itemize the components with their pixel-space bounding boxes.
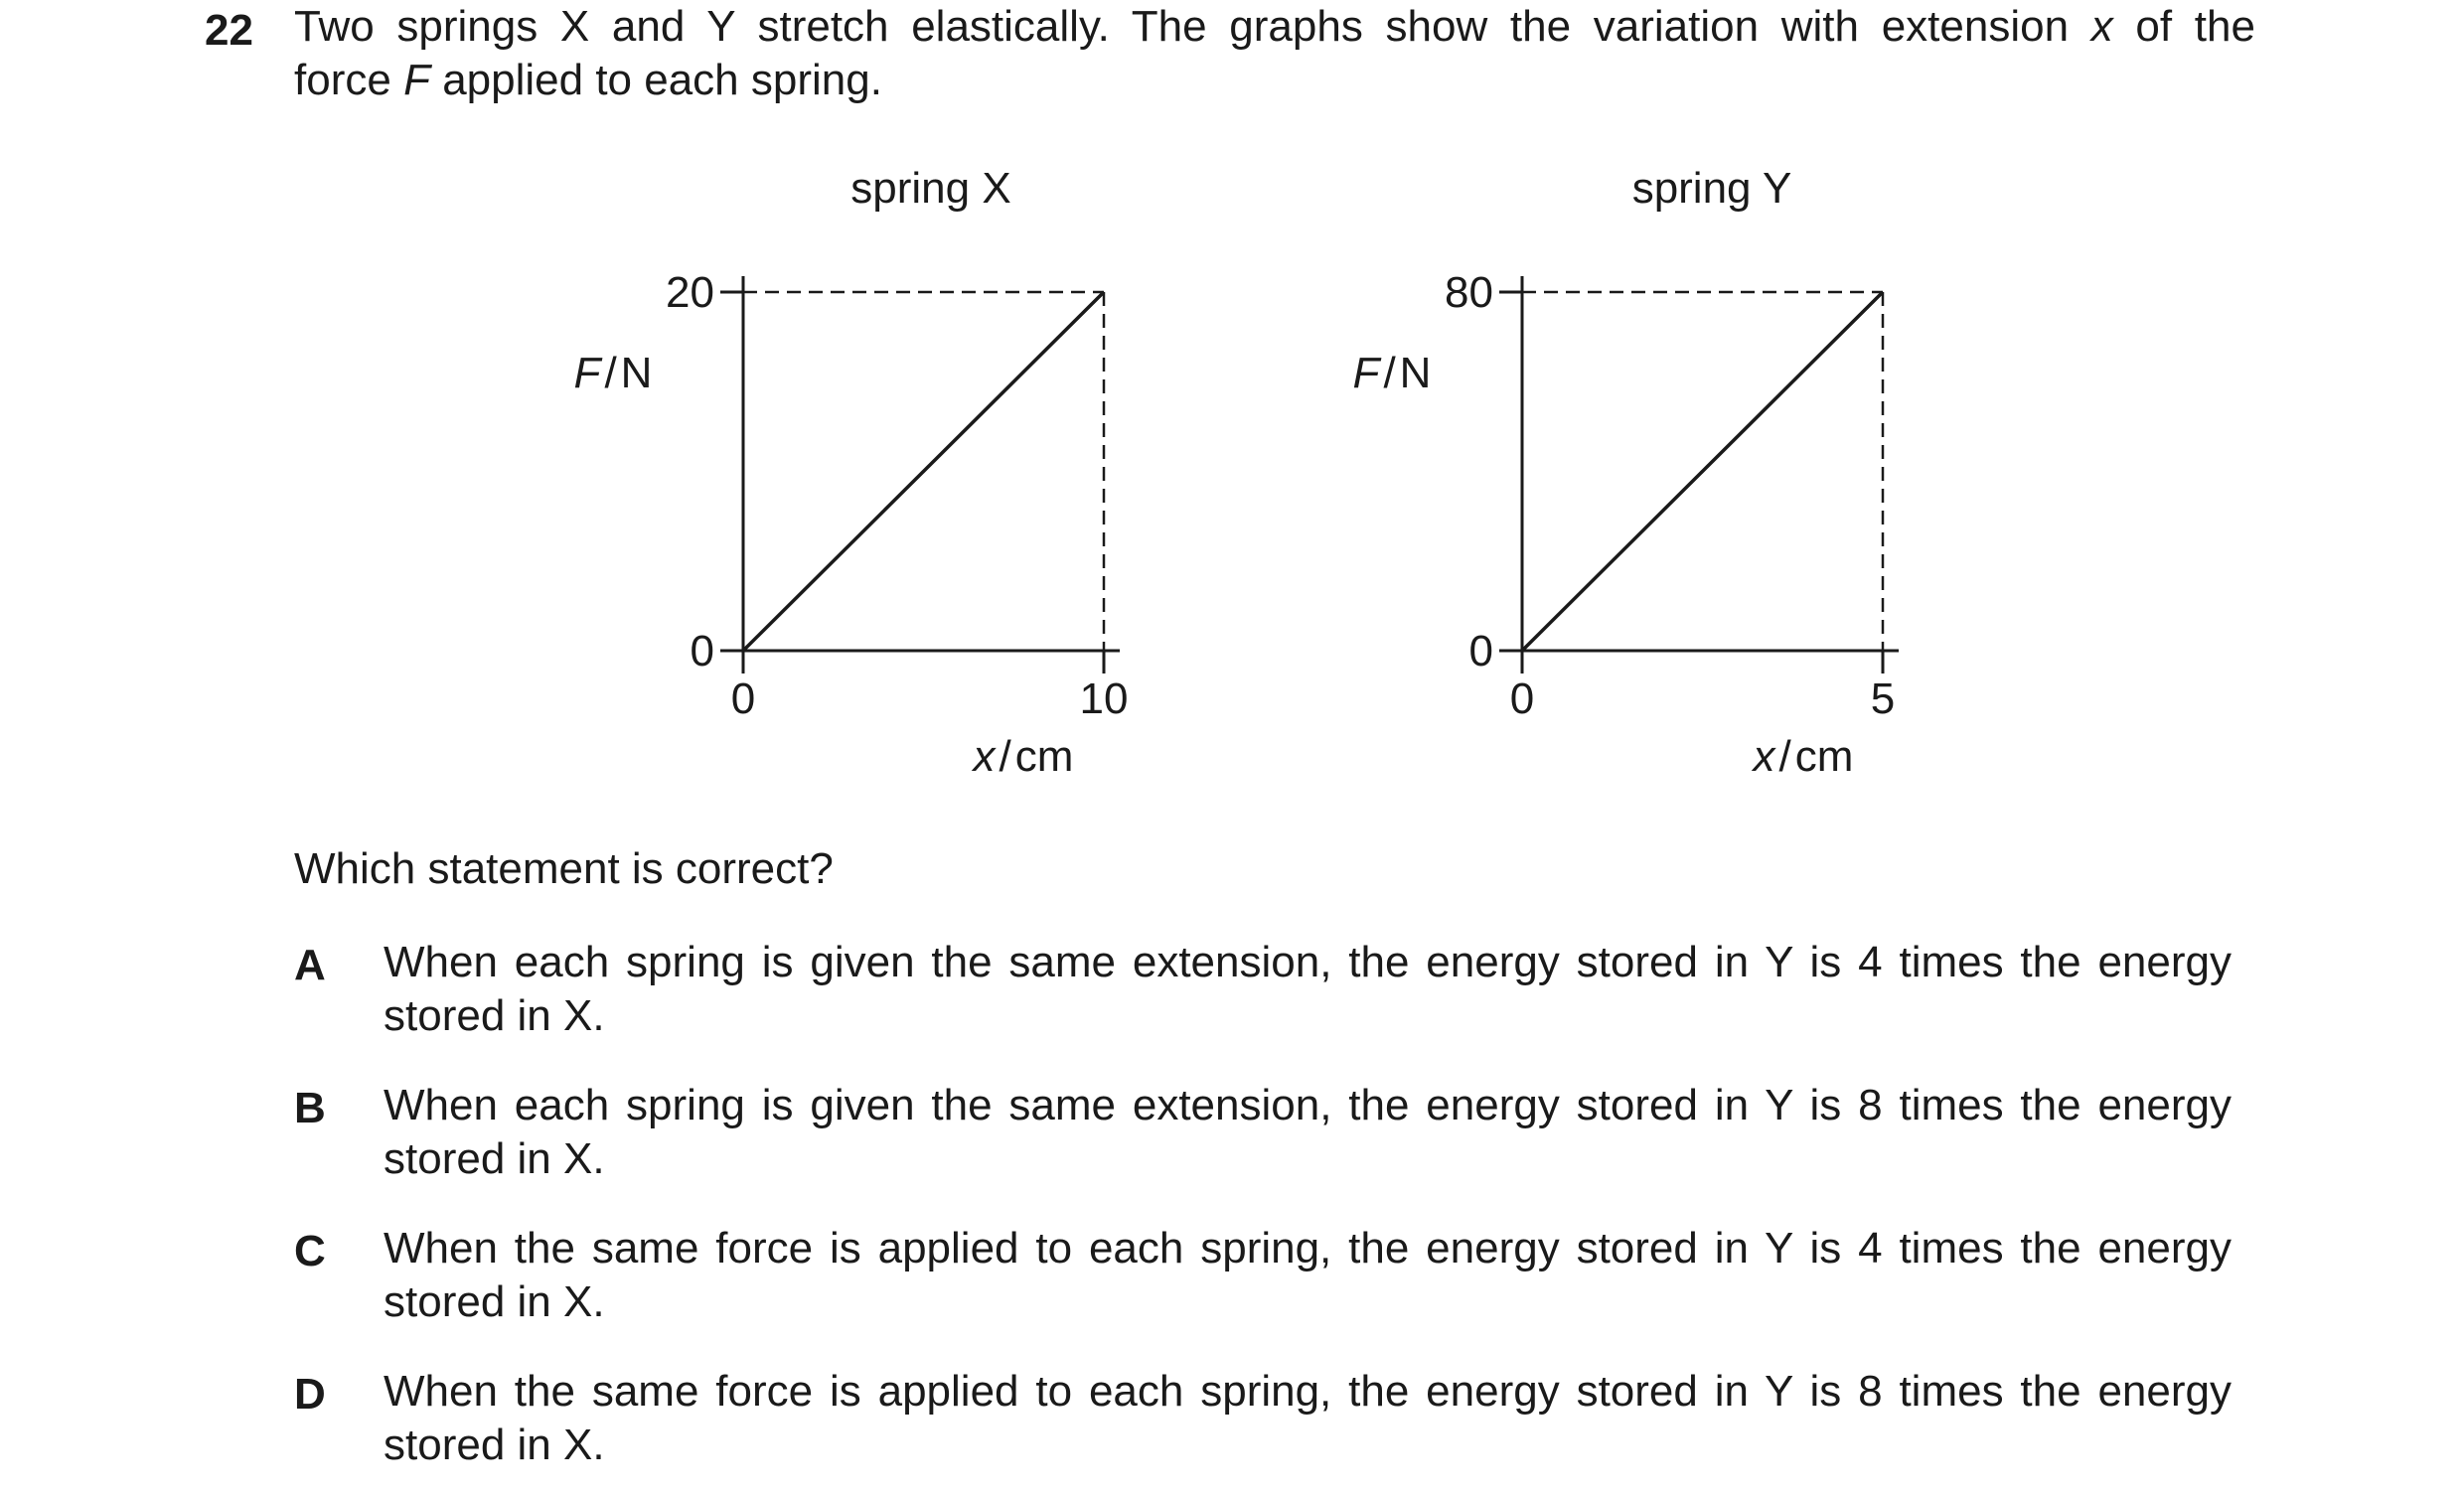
graph-y-ytick-label-top: 80 [1445,268,1493,317]
option-b-line-2: stored in X. [384,1134,605,1183]
graph-x-xlabel-unit: cm [1014,732,1074,781]
option-b-line-1: When each spring is given the same extension, the energy stored in Y is 8 times the energy [384,1081,2232,1129]
question-line-1-end: of the [2135,2,2255,51]
graph-x-ytick-label-zero: 0 [690,627,714,675]
graph-x-xtick-label-end: 10 [1079,674,1129,723]
graph-x-ylabel-var: F [573,349,601,397]
option-a-line-2: stored in X. [384,991,605,1040]
graph-y-ytick-label-zero: 0 [1468,627,1493,675]
option-c-letter: C [294,1227,326,1275]
question-line-2-end: applied to each spring. [442,56,882,104]
graph-y-xlabel-var: x [1753,732,1775,781]
question-number: 22 [205,6,253,55]
graph-x-ylabel-unit: N [620,349,653,397]
prompt-text: Which statement is correct? [294,844,834,893]
graph-spring-x [574,164,1129,781]
question-var-F: F [403,56,430,104]
question-line-2-start: force [294,56,391,104]
graph-x-ytick-label-top: 20 [666,268,714,317]
option-b-letter: B [294,1084,326,1132]
option-a-letter: A [294,941,326,989]
graph-y-ylabel-var: F [1352,349,1380,397]
graph-x-xtick-label-zero: 0 [730,674,756,723]
graph-x-ylabel: F/N [573,349,653,397]
option-a-line-1: When each spring is given the same extension, the energy stored in Y is 4 times the energy [384,938,2232,986]
graph-spring-y [1353,164,1899,781]
graph-y-xlabel: x/cm [1753,732,1854,781]
question-line-1-text: Two springs X and Y stretch elastically. The graphs show the variation with extension [294,2,2070,51]
graph-y-xtick-label-end: 5 [1870,674,1896,723]
option-d-line-1: When the same force is applied to each spring, the energy stored in Y is 8 times the energy [384,1367,2232,1416]
option-c-line-1: When the same force is applied to each spring, the energy stored in Y is 4 times the energy [384,1224,2232,1272]
graph-y-xlabel-unit: cm [1794,732,1854,781]
graph-x-xlabel-var: x [973,732,996,781]
option-d-letter: D [294,1370,326,1419]
graph-y-ylabel-unit: N [1399,349,1432,397]
question-var-x: x [2090,2,2113,51]
option-c-line-2: stored in X. [384,1277,605,1326]
graph-x-line [743,292,1104,651]
graph-y-ylabel: F/N [1352,349,1432,397]
graph-x-xlabel: x/cm [973,732,1074,781]
graph-y-line [1522,292,1883,651]
option-d-line-2: stored in X. [384,1421,605,1469]
graph-y-title: spring Y [1631,164,1792,213]
graph-y-xtick-label-zero: 0 [1509,674,1535,723]
graph-x-title: spring X [850,164,1011,213]
